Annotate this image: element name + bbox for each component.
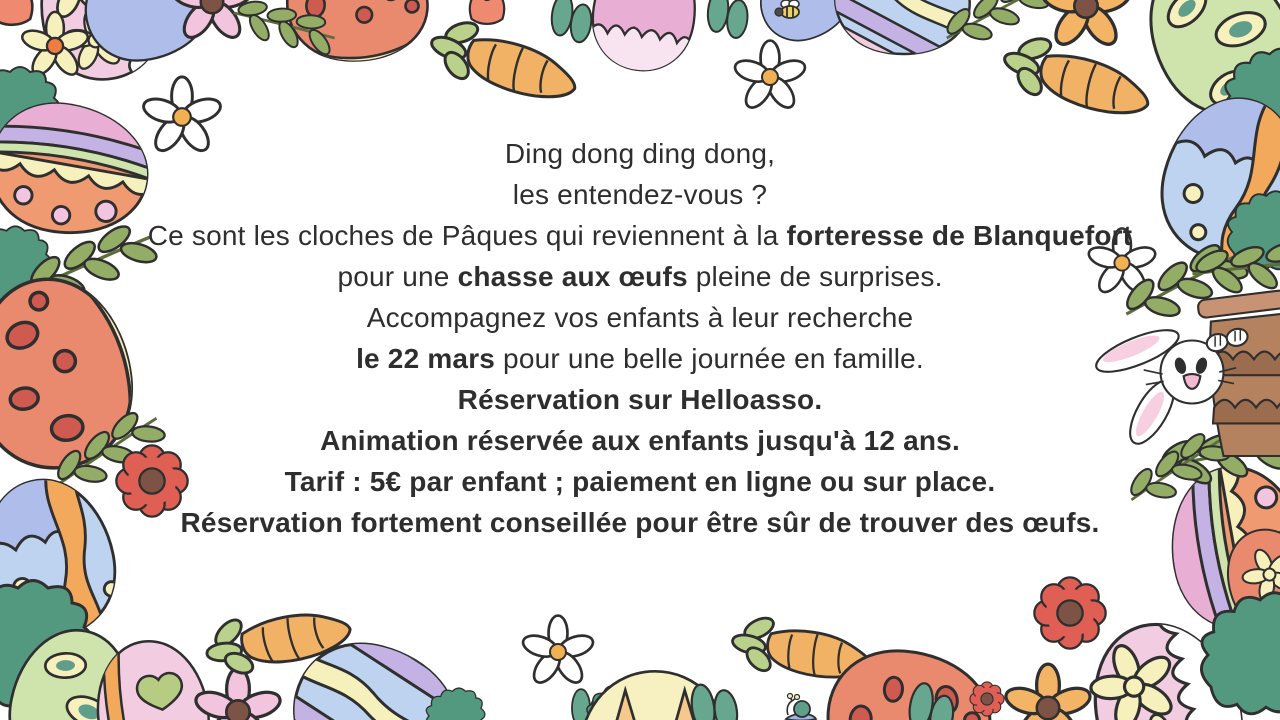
orange-flower-icon [1039,0,1133,50]
teal-leaves-icon [689,680,740,720]
text-segment-bold: Réservation fortement conseillée pour être sûr de trouver des œufs. [180,507,1100,538]
snail-icon [786,694,816,720]
text-line [0,379,1280,420]
orange-flower-icon [1003,664,1093,720]
text-segment: pour une belle journée en famille. [495,343,924,374]
text-segment: pour une [337,261,458,292]
text-line [0,338,1280,379]
text-segment: pleine de surprises. [687,261,943,292]
text-line [0,256,1280,297]
text-segment-bold: Réservation sur Helloasso. [457,384,823,415]
text-line [0,133,1280,174]
text-line [0,297,1280,338]
red-flower-icon [1034,577,1105,648]
text-segment-bold: chasse aux œufs [457,261,688,292]
egg-spotted-icon [280,0,435,70]
text-segment-bold: forteresse de Blanquefort [786,220,1133,251]
tulip-icon [0,0,32,25]
text-segment: les entendez-vous ? [512,179,768,210]
text-segment-bold: Animation réservée aux enfants jusqu'à 12 ans. [320,425,960,456]
announcement-text [0,133,1280,543]
daisy-icon [732,41,807,112]
text-line [0,420,1280,461]
carrot-icon [996,26,1158,126]
text-line [0,461,1280,502]
text-line [0,215,1280,256]
text-segment-bold: Tarif : 5€ par enfant ; paiement en ligne ou sur place. [284,466,996,497]
text-segment: Ding dong ding dong, [504,138,776,169]
egg-scallop-pink-icon [583,0,707,79]
text-segment: Ce sont les cloches de Pâques qui reviennent à la [147,220,787,251]
pink-flower-icon [193,668,283,720]
text-line [0,502,1280,543]
text-segment-bold: le 22 mars [356,343,496,374]
daisy-icon [520,616,595,687]
teal-leaves-icon [705,0,750,39]
tulip-icon [470,0,504,24]
teal-leaves-icon [549,0,595,44]
red-flower-icon [970,682,1004,716]
text-line [0,174,1280,215]
text-segment: Accompagnez vos enfants à leur recherche [366,302,914,333]
